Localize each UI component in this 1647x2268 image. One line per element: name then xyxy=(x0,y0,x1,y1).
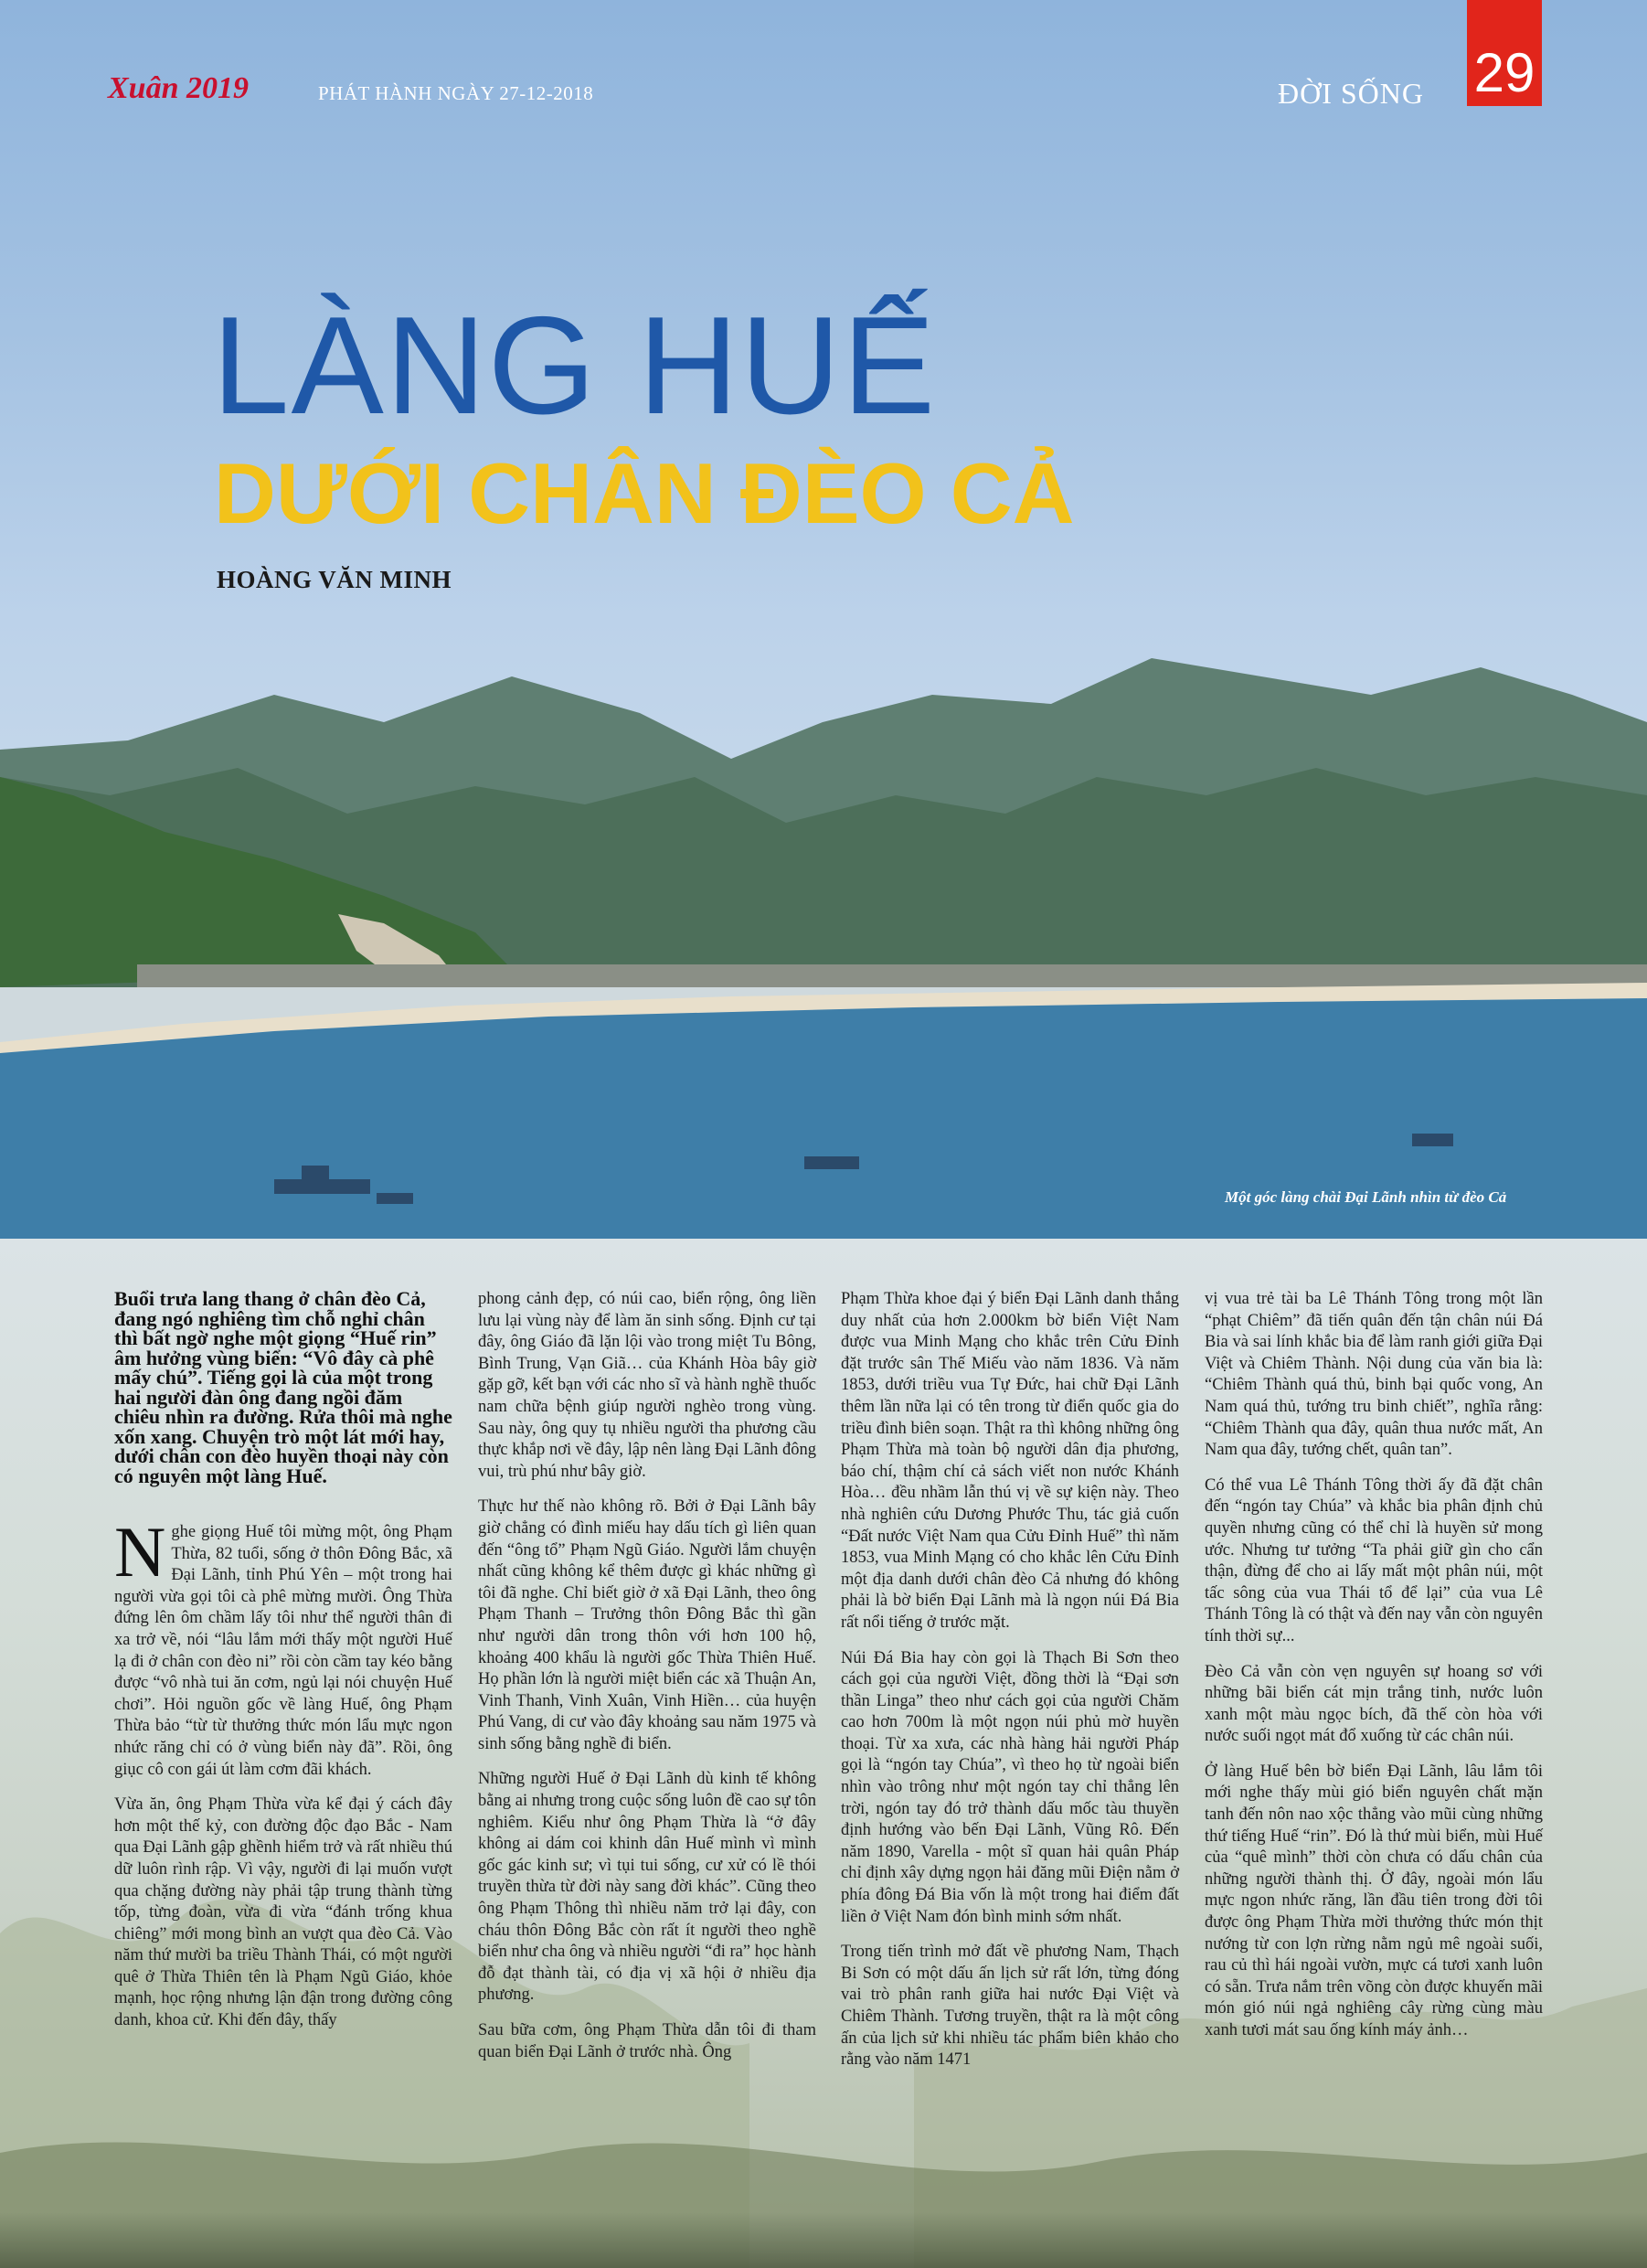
body-paragraph: Phạm Thừa khoe đại ý biển Đại Lãnh danh thắng duy nhất của hơn 2.000km bờ biển Việt Nam được vua Minh Mạng cho khắc trên Cửu Đỉnh đặt trước sân Thế Miếu vào năm 1836. Và năm 1853, dưới triều vua Tự Đức, hai chữ Đại Lãnh thêm lần nữa lại có tên trong từ điển quốc gia do triều đình biên soạn. Thật ra thì không những ông Phạm Thừa mà toàn bộ người dân địa phương, báo chí, thậm chí cả sách viết non nước Khánh Hòa… đều nhầm lẫn thú vị về sự kiện này. Theo nhà nghiên cứu Dương Phước Thu, tác giả cuốn “Đất nước Việt Nam qua Cửu Đỉnh Huế” thì năm 1853, vua Minh Mạng có cho khắc lên Cửu Đỉnh một địa danh dưới chân đèo Cả nhưng đó không phải là bờ biển Đại Lãnh mà là ngọn núi Đá Bia rất nổi tiếng ở trước mặt. xyxy=(841,1290,1179,1632)
body-paragraph: Núi Đá Bia hay còn gọi là Thạch Bi Sơn theo cách gọi của người Việt, đồng thời là “Đại sơn thần Linga” theo như cách gọi của người Chăm cao hơn 700m là một ngọn núi phủ mờ huyền thoại. Từ xa xưa, các nhà hàng hải người Pháp gọi là “ngón tay Chúa”, vì theo họ từ ngoài biển nhìn vào trông như một ngón tay chỉ thẳng lên trời, ngón tay đó trở thành dấu mốc tàu thuyền định hướng vào bến Đại Lãnh, Vũng Rô. Đến năm 1890, Varella - một sĩ quan hải quân Pháp chỉ định xây dựng ngọn hải đăng mũi Điện nằm ở phía đông Đá Bia vốn là một trong hai điểm đất liền ở Việt Nam đón bình minh sớm nhất. xyxy=(841,1648,1179,1926)
issue-label: Xuân 2019 xyxy=(108,71,249,105)
lead-paragraph: Buổi trưa lang thang ở chân đèo Cả, đang ngó nghiêng tìm chỗ nghỉ chân thì bất ngờ nghe một giọng “Huế rin” âm hưởng vùng biển: “Vô đây cà phê mấy chú”. Tiếng gọi là của một trong hai người đàn ông đang ngồi đăm chiêu nhìn ra đường. Rửa thôi mà nghe xốn xang. Chuyện trò một lát mới hay, dưới chân con đèo huyền thoại này còn có nguyên một làng Huế. xyxy=(114,1287,452,1487)
body-paragraph: Những người Huế ở Đại Lãnh dù kinh tế không bằng ai nhưng trong cuộc sống luôn đề cao sự tôn nghiêm. Kiểu như ông Phạm Thừa là “ở đây không ai dám coi khinh dân Huế mình vì mình gốc gác kinh sư; vì tụi tui sống, cư xử có lề thói truyền thừa từ đời này sang đời khác”. Cũng theo ông Phạm Thông thì nhiều năm trở lại đây, con cháu thôn Đông Bắc còn rất ít người theo nghề biển như cha ông và nhiều người “đi ra” học hành đỗ đạt thành tài, có địa vị xã hội ở nhiều địa phương. xyxy=(478,1770,816,2005)
coastal-landscape-photo xyxy=(0,640,1647,1243)
body-paragraph: Đèo Cả vẫn còn vẹn nguyên sự hoang sơ với những bãi biển cát mịn trắng tinh, nước luôn xanh một màu ngọc bích, đã thế còn hòa với nước suối ngọt mát đổ xuống từ các chân núi. xyxy=(1205,1662,1543,1746)
body-paragraph: Trong tiến trình mở đất về phương Nam, Thạch Bi Sơn có một dấu ấn lịch sử rất lớn, từng đóng vai trò phân ranh giữa hai nước Đại Việt và Chiêm Thành. Tương truyền, thật ra là một công ấn của lịch sử khi nhiều tác phẩm biên khảo cho rằng vào năm 1471 xyxy=(841,1943,1179,2070)
text-column-4 xyxy=(1205,1289,1543,2056)
section-label: ĐỜI SỐNG xyxy=(1278,77,1424,110)
release-date: PHÁT HÀNH NGÀY 27-12-2018 xyxy=(318,82,594,104)
body-paragraph: Thực hư thế nào không rõ. Bởi ở Đại Lãnh bây giờ chẳng có đình miếu hay dấu tích gì liên quan đến “ông tổ” Phạm Ngũ Giáo. Người lắm chuyện nhất cũng không kể thêm được gì khác những gì tôi đã nghe. Chỉ biết giờ ở xã Đại Lãnh, theo ông Phạm Thanh – Trưởng thôn Đông Bắc thì gần như người dân trong thôn với hơn 100 hộ, khoảng 400 khẩu là người gốc Thừa Thiên Huế. Họ phần lớn là người miệt biển các xã Thuận An, Vinh Thanh, Vinh Xuân, Vinh Hiền… của huyện Phú Vang, di cư vào đây khoảng sau năm 1975 và sinh sống bằng nghề đi biển. xyxy=(478,1497,816,1753)
article-title-line2: DƯỚI CHÂN ĐÈO CẢ xyxy=(214,445,1075,541)
photo-caption: Một góc làng chài Đại Lãnh nhìn từ đèo Cả xyxy=(1225,1188,1507,1206)
text-column-3 xyxy=(841,1289,1179,2085)
body-paragraph xyxy=(114,1512,452,1781)
page-number: 29 xyxy=(1473,42,1535,103)
bottom-vegetation-strip xyxy=(0,2212,1647,2268)
drop-cap: N xyxy=(114,1512,166,1592)
body-paragraph: Sau bữa cơm, ông Phạm Thừa dẫn tôi đi tham quan biển Đại Lãnh ở trước nhà. Ông xyxy=(478,2021,816,2061)
body-text: ghe giọng Huế tôi mừng một, ông Phạm Thừa, 82 tuổi, sống ở thôn Đông Bắc, xã Đại Lãnh, tỉnh Phú Yên – một trong hai người vừa gọi tôi cà phê mừng mười. Ông Thừa đứng lên ôm chầm lấy tôi như thể người thân đi xa trở về, nói “lâu lắm mới thấy một người Huế lạ đi ở chân con đèo ni” rồi còn cầm tay kéo bằng được “vô nhà tui ăn cơm, ngủ lại nói chuyện Huế chơi”. Hỏi nguồn gốc về làng Huế, ông Phạm Thừa bảo “từ từ thưởng thức món lẩu mực ngon nhức răng chỉ có ở vùng biển này đã”. Rồi, ông giục cô con gái út làm cơm đãi khách. xyxy=(114,1523,452,1779)
body-paragraph: Có thể vua Lê Thánh Tông thời ấy đã đặt chân đến “ngón tay Chúa” và khắc bia phân định chủ quyền nhưng cũng có thể chỉ là huyền sử mong ước. Nhưng tư tưởng “Ta phải giữ gìn cho cẩn thận, đừng để cho ai lấy mất một phân núi, một tấc sông của vua Thái tổ để lại” của vua Lê Thánh Tông là có thật và đến nay vẫn còn nguyên tính thời sự... xyxy=(1205,1475,1543,1645)
body-paragraph: vị vua trẻ tài ba Lê Thánh Tông trong một lần “phạt Chiêm” đã tiến quân đến tận chân núi Đá Bia và sai lính khắc bia để làm ranh giới giữa Đại Việt và Chiêm Thành. Nội dung của văn bia là: “Chiêm Thành quá thủ, binh bại quốc vong, An Nam quá thủ, tướng tru binh chiết”, nghĩa rằng: “Chiêm Thành qua đây, quân thua nước mất, An Nam qua đây, tướng chết, quân tan”. xyxy=(1205,1290,1543,1460)
text-column-1 xyxy=(114,1289,452,2046)
body-paragraph: Ở làng Huế bên bờ biển Đại Lãnh, lâu lắm tôi mới nghe thấy mùi gió biển nguyên chất mặn tanh đến nôn nao xộc thẳng vào mũi cùng những thứ tiếng Huế “rin”. Đó là thứ mùi biển, mùi Huế của “quê mình” thời còn chưa có dấu chân của những người thành thị. Ở đây, ngoài món lẩu mực ngon nhức răng, lần đầu tiên trong đời tôi được ông Phạm Thừa mời thưởng thức món thịt nướng từ con lợn rừng nằm ngủ mê ngoài suối, rau củ thì hái ngoài vườn, mực cá tươi xanh luôn có sẵn. Trưa nắm trên võng còn được khuyến mãi món gió núi ngả nghiêng cây rừng cùng màu xanh tươi mát sau ống kính máy ảnh… xyxy=(1205,1762,1543,2039)
body-paragraph: phong cảnh đẹp, có núi cao, biển rộng, ông liền lưu lại vùng này để làm ăn sinh sống. Định cư tại đây, ông Giáo đã lặn lội vào trong miệt Tu Bông, Bình Trung, Vạn Giã… của Khánh Hòa bây giờ gặp gỡ, kết bạn với các nho sĩ và hành nghề thuốc nam chữa bệnh giúp người nghèo trong vùng. Sau này, ông quy tụ nhiều người tha phương cầu thực khắp nơi về đây, lập nên làng Đại Lãnh đông vui, trù phú như bây giờ. xyxy=(478,1290,816,1481)
text-column-2 xyxy=(478,1289,816,2077)
body-paragraph: Vừa ăn, ông Phạm Thừa vừa kể đại ý cách đây hơn một thế kỷ, con đường độc đạo Bắc - Nam qua Đại Lãnh gập ghềnh hiểm trở và rất nhiều thú dữ luôn rình rập. Vì vậy, người đi lại muốn vượt qua chặng đường này phải tập trung thành từng tốp, từng đoàn, vừa đi vừa “đánh trống khua chiêng” mới mong bình an vượt qua đèo Cả. Vào năm thứ mười ba triều Thành Thái, có một người quê ở Thừa Thiên tên là Phạm Ngũ Giáo, khỏe mạnh, học rộng nhưng lận đận trong đường công danh, khoa cử. Khi đến đây, thấy xyxy=(114,1795,452,2030)
article-title-line1: LÀNG HUẾ xyxy=(212,288,938,443)
town-strip xyxy=(137,964,1647,987)
author-byline: HOÀNG VĂN MINH xyxy=(217,566,452,593)
